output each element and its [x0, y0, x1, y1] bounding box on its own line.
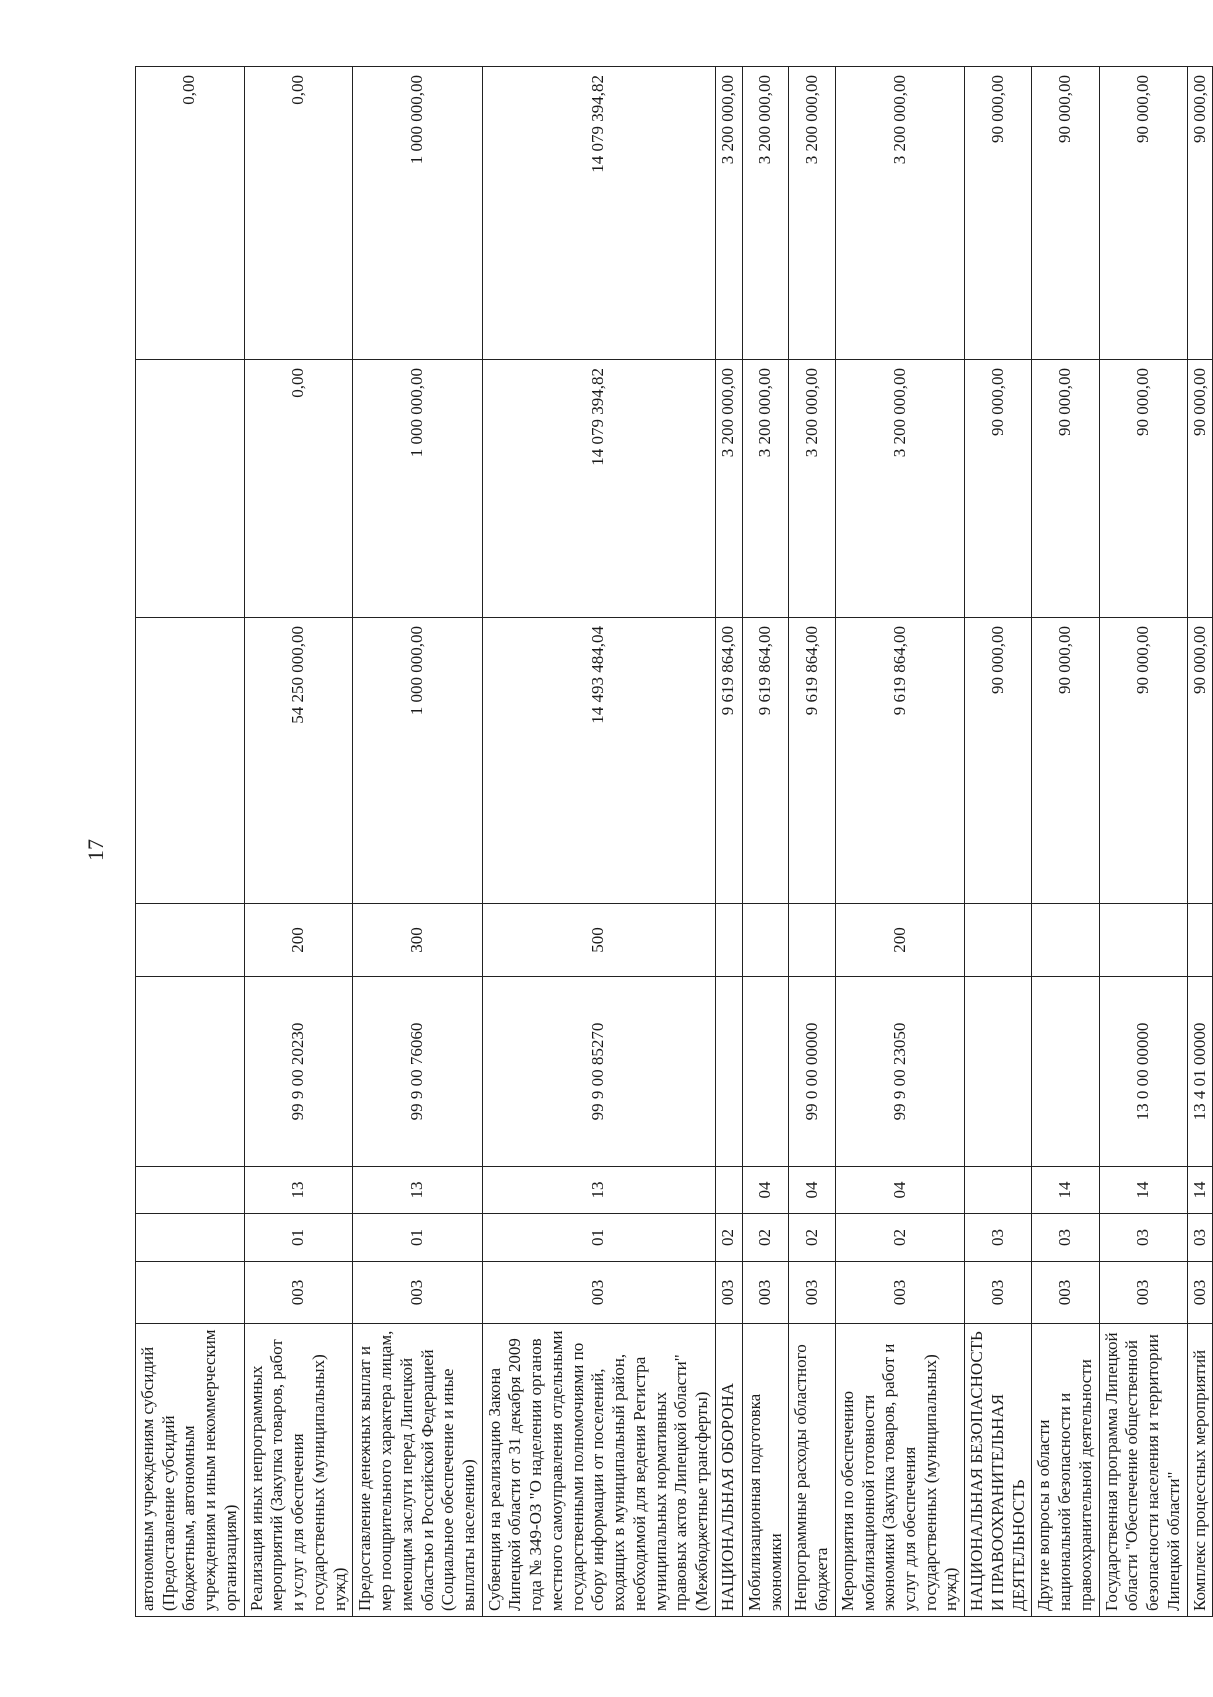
expense-type-code: 300	[353, 904, 482, 977]
row-name: НАЦИОНАЛЬНАЯ ОБОРОНА	[715, 1324, 742, 1617]
subsection-code	[136, 1167, 245, 1214]
row-name: НАЦИОНАЛЬНАЯ БЕЗОПАСНОСТЬ И ПРАВООХРАНИТЕЛЬНАЯ ДЕЯТЕЛЬНОСТЬ	[965, 1324, 1032, 1617]
amount-year-1: 54 250 000,00	[244, 618, 353, 904]
amount-year-2: 3 200 000,00	[715, 360, 742, 618]
expense-type-code	[1032, 904, 1099, 977]
row-name: автономным учреждениям субсидий (Предоставление субсидий бюджетным, автономным учреждениям и иным некоммерческим организациям)	[136, 1324, 245, 1617]
table-row	[1099, 67, 1187, 1617]
expense-type-code: 200	[835, 904, 964, 977]
section-code: 02	[835, 1214, 964, 1262]
expense-type-code	[1099, 904, 1187, 977]
amount-year-2: 3 200 000,00	[835, 360, 964, 618]
amount-year-1: 1 000 000,00	[353, 618, 482, 904]
admin-code	[136, 1262, 245, 1324]
row-name: Комплекс процессных мероприятий	[1187, 1324, 1213, 1617]
expense-type-code: 200	[244, 904, 353, 977]
section-code: 01	[482, 1214, 715, 1262]
amount-year-1: 90 000,00	[1032, 618, 1099, 904]
expense-type-code	[965, 904, 1032, 977]
section-code: 03	[1032, 1214, 1099, 1262]
amount-year-3: 90 000,00	[1099, 67, 1187, 360]
admin-code: 003	[482, 1262, 715, 1324]
subsection-code: 04	[789, 1167, 835, 1214]
amount-year-3: 3 200 000,00	[715, 67, 742, 360]
amount-year-3: 0,00	[244, 67, 353, 360]
admin-code: 003	[835, 1262, 964, 1324]
row-name: Другие вопросы в области национальной безопасности и правоохранительной деятельности	[1032, 1324, 1099, 1617]
admin-code: 003	[715, 1262, 742, 1324]
section-code: 01	[353, 1214, 482, 1262]
amount-year-2: 0,00	[244, 360, 353, 618]
amount-year-3: 90 000,00	[1187, 67, 1213, 360]
amount-year-1: 90 000,00	[965, 618, 1032, 904]
target-article-code: 99 9 00 76060	[353, 977, 482, 1167]
row-name: Мероприятия по обеспечению мобилизационной готовности экономики (Закупка товаров, работ и услуг для обеспечения государственных (муниципальных) нужд)	[835, 1324, 964, 1617]
target-article-code	[715, 977, 742, 1167]
row-name: Субвенция на реализацию Закона Липецкой области от 31 декабря 2009 года № 349-ОЗ "О наделении органов местного самоуправления отдельными государственными полномочиями по сбору информации от поселений, входящих в муниципальный район, необходимой для ведения Регистра муниципальных нормативных правовых актов Липецкой области" (Межбюджетные трансферты)	[482, 1324, 715, 1617]
target-article-code	[1032, 977, 1099, 1167]
table-row	[482, 67, 715, 1617]
target-article-code: 13 0 00 00000	[1099, 977, 1187, 1167]
amount-year-1: 90 000,00	[1099, 618, 1187, 904]
section-code: 03	[1099, 1214, 1187, 1262]
amount-year-3: 14 079 394,82	[482, 67, 715, 360]
table-row	[1187, 67, 1213, 1617]
amount-year-3: 3 200 000,00	[742, 67, 788, 360]
amount-year-1: 9 619 864,00	[715, 618, 742, 904]
target-article-code: 13 4 01 00000	[1187, 977, 1213, 1167]
amount-year-1: 9 619 864,00	[742, 618, 788, 904]
target-article-code: 99 0 00 00000	[789, 977, 835, 1167]
amount-year-2: 14 079 394,82	[482, 360, 715, 618]
table-row	[1032, 67, 1099, 1617]
target-article-code	[136, 977, 245, 1167]
section-code: 02	[742, 1214, 788, 1262]
subsection-code	[715, 1167, 742, 1214]
row-name: Мобилизационная подготовка экономики	[742, 1324, 788, 1617]
table-row	[742, 67, 788, 1617]
expense-type-code: 500	[482, 904, 715, 977]
amount-year-2: 1 000 000,00	[353, 360, 482, 618]
amount-year-1	[136, 618, 245, 904]
subsection-code: 14	[1187, 1167, 1213, 1214]
table-row	[136, 67, 245, 1617]
target-article-code: 99 9 00 20230	[244, 977, 353, 1167]
admin-code: 003	[1032, 1262, 1099, 1324]
target-article-code	[742, 977, 788, 1167]
amount-year-2: 90 000,00	[1187, 360, 1213, 618]
subsection-code	[965, 1167, 1032, 1214]
amount-year-3: 3 200 000,00	[789, 67, 835, 360]
expense-type-code	[789, 904, 835, 977]
section-code: 01	[244, 1214, 353, 1262]
admin-code: 003	[1099, 1262, 1187, 1324]
table-row	[835, 67, 964, 1617]
amount-year-3: 90 000,00	[1032, 67, 1099, 360]
row-name: Реализация иных непрограммных мероприятий (Закупка товаров, работ и услуг для обеспечения государственных (муниципальных) нужд)	[244, 1324, 353, 1617]
page-number: 17	[83, 839, 108, 861]
subsection-code: 13	[244, 1167, 353, 1214]
section-code: 02	[715, 1214, 742, 1262]
expense-type-code	[1187, 904, 1213, 977]
amount-year-2: 90 000,00	[1099, 360, 1187, 618]
subsection-code: 14	[1099, 1167, 1187, 1214]
amount-year-1: 9 619 864,00	[835, 618, 964, 904]
admin-code: 003	[244, 1262, 353, 1324]
subsection-code: 04	[742, 1167, 788, 1214]
table-row	[353, 67, 482, 1617]
section-code: 02	[789, 1214, 835, 1262]
amount-year-3: 1 000 000,00	[353, 67, 482, 360]
admin-code: 003	[965, 1262, 1032, 1324]
table-row	[715, 67, 742, 1617]
amount-year-1: 9 619 864,00	[789, 618, 835, 904]
target-article-code: 99 9 00 23050	[835, 977, 964, 1167]
target-article-code	[965, 977, 1032, 1167]
admin-code: 003	[353, 1262, 482, 1324]
row-name: Предоставление денежных выплат и мер поощрительного характера лицам, имеющим заслуги перед Липецкой областью и Российской Федерацией (Социальное обеспечение и иные выплаты населению)	[353, 1324, 482, 1617]
admin-code: 003	[1187, 1262, 1213, 1324]
budget-table	[135, 66, 1213, 1617]
subsection-code: 13	[482, 1167, 715, 1214]
subsection-code: 14	[1032, 1167, 1099, 1214]
expense-type-code	[742, 904, 788, 977]
amount-year-3: 0,00	[136, 67, 245, 360]
rotated-table-container	[135, 67, 1209, 1617]
subsection-code: 04	[835, 1167, 964, 1214]
section-code: 03	[965, 1214, 1032, 1262]
amount-year-1: 14 493 484,04	[482, 618, 715, 904]
admin-code: 003	[742, 1262, 788, 1324]
admin-code: 003	[789, 1262, 835, 1324]
amount-year-3: 3 200 000,00	[835, 67, 964, 360]
table-row	[789, 67, 835, 1617]
expense-type-code	[715, 904, 742, 977]
table-row	[965, 67, 1032, 1617]
amount-year-3: 90 000,00	[965, 67, 1032, 360]
subsection-code: 13	[353, 1167, 482, 1214]
target-article-code: 99 9 00 85270	[482, 977, 715, 1167]
section-code	[136, 1214, 245, 1262]
amount-year-2: 3 200 000,00	[789, 360, 835, 618]
amount-year-2: 90 000,00	[1032, 360, 1099, 618]
section-code: 03	[1187, 1214, 1213, 1262]
amount-year-2	[136, 360, 245, 618]
amount-year-1: 90 000,00	[1187, 618, 1213, 904]
row-name: Непрограммные расходы областного бюджета	[789, 1324, 835, 1617]
row-name: Государственная программа Липецкой области "Обеспечение общественной безопасности населения и территории Липецкой области"	[1099, 1324, 1187, 1617]
amount-year-2: 90 000,00	[965, 360, 1032, 618]
table-row	[244, 67, 353, 1617]
expense-type-code	[136, 904, 245, 977]
amount-year-2: 3 200 000,00	[742, 360, 788, 618]
table-body	[136, 67, 1213, 1617]
